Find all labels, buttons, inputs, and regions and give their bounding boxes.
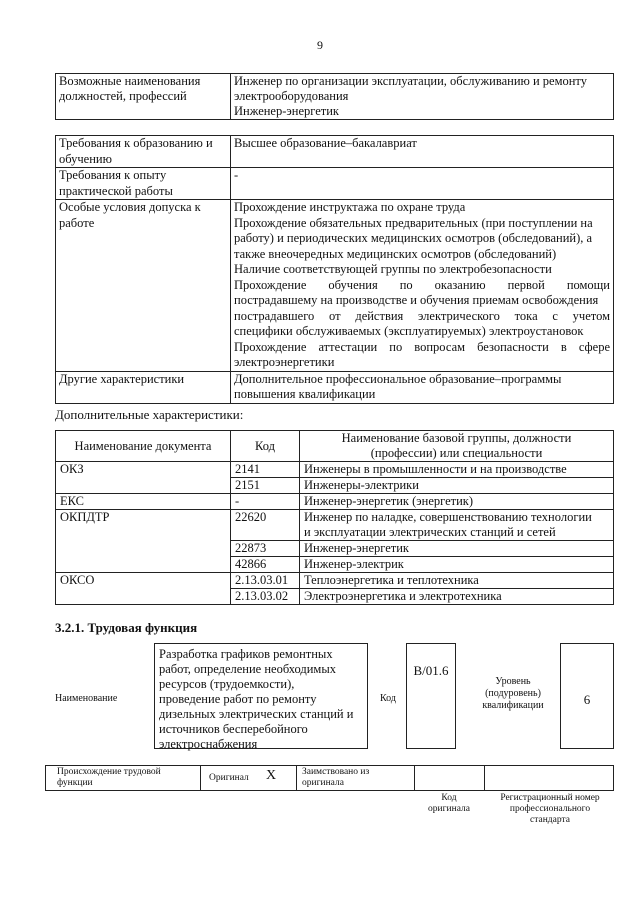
condition-line: также внеочередных медицинских осмотров (обследований): [234, 246, 557, 261]
code-cell: 2.13.03.01: [231, 573, 300, 589]
function-code-box: [406, 643, 456, 749]
name-label: Наименование: [55, 693, 118, 704]
code-cell: 2.13.03.02: [231, 589, 300, 605]
name-line: и эксплуатации электрических станций и сетей: [304, 525, 556, 539]
label-line: Особые условия допуска к: [59, 200, 201, 214]
other-line: повышения квалификации: [234, 387, 376, 401]
header-doc: Наименование документа: [56, 431, 231, 462]
education-row: [56, 136, 614, 168]
name-line: Инженер по наладке, совершенствованию технологии: [304, 510, 592, 524]
positions-values: [231, 74, 614, 120]
origin-divider: [296, 765, 297, 791]
label-line: Требования к опыту: [59, 168, 167, 182]
positions-row: [56, 74, 614, 120]
condition-line: Наличие соответствующей группы по электробезопасности: [234, 262, 552, 276]
position-value: электрооборудования: [234, 89, 349, 103]
header-name-line: (профессии) или специальности: [370, 446, 543, 460]
origin-label: [57, 767, 161, 789]
function-name-line: ресурсов (трудоемкости),: [159, 677, 295, 691]
label-line: Требования к образованию и: [59, 136, 213, 150]
experience-value: -: [231, 168, 614, 200]
page-number: 9: [317, 38, 323, 52]
condition-line: Прохождение аттестации по вопросам безопасности в сфере: [234, 339, 610, 354]
name-cell: Инженеры в промышленности и на производстве: [300, 462, 614, 478]
caption-line: стандарта: [530, 815, 570, 825]
function-code: B/01.6: [413, 663, 449, 678]
original-label: Оригинал: [209, 773, 249, 783]
level-box: [560, 643, 614, 749]
function-name-line: Разработка графиков ремонтных: [159, 647, 333, 661]
condition-line: работу) и периодических медицинских осмотров (обследований), а: [234, 231, 593, 245]
function-name-line: проведение работ по ремонту: [159, 692, 317, 706]
condition-line: электроэнергетики: [234, 355, 335, 369]
code-label: Код: [380, 693, 396, 704]
borrowed-label-line: Заимствовано из: [302, 767, 370, 777]
function-name-line: работ, определение необходимых: [159, 662, 336, 676]
level-label-line: квалификации: [482, 700, 544, 711]
other-line: Дополнительное профессиональное образование–программы: [234, 371, 562, 386]
function-name-line: источников бесперебойного: [159, 722, 308, 736]
doc-cell: ОКСО: [56, 573, 231, 605]
condition-line: пострадавшего от действия электрического тока с учетом: [234, 308, 610, 323]
header-name-line: Наименование базовой группы, должности: [341, 431, 572, 445]
code-original-caption: [414, 793, 484, 815]
caption-line: оригинала: [428, 804, 470, 814]
level-label: [470, 676, 556, 712]
function-name-box: [154, 643, 368, 749]
code-cell: 22873: [231, 541, 300, 557]
header-name: [300, 431, 614, 462]
caption-line: профессионального: [509, 804, 591, 814]
condition-line: пострадавшему на производстве и обучения приемам освобождения: [234, 293, 599, 307]
education-label: [56, 136, 231, 168]
special-conditions-label: [56, 200, 231, 372]
level-value: 6: [583, 692, 591, 707]
other-label: Другие характеристики: [56, 371, 231, 403]
borrowed-label-line: оригинала: [302, 778, 344, 788]
positions-table: [55, 73, 614, 120]
experience-label: [56, 168, 231, 200]
doc-cell: ОКПДТР: [56, 510, 231, 573]
requirements-table: [55, 135, 614, 404]
reg-number-caption: [486, 793, 614, 826]
table-row: [56, 510, 614, 541]
name-cell: Электроэнергетика и электротехника: [300, 589, 614, 605]
caption-line: Регистрационный номер: [500, 793, 600, 803]
origin-divider: [414, 765, 415, 791]
name-cell: [300, 510, 614, 541]
label-line: обучению: [59, 151, 112, 166]
name-cell: Теплоэнергетика и теплотехника: [300, 573, 614, 589]
condition-line: специфики обслуживаемых (эксплуатируемых) электроустановок: [234, 324, 584, 338]
header-code: Код: [231, 431, 300, 462]
code-cell: 22620: [231, 510, 300, 541]
code-cell: 2141: [231, 462, 300, 478]
experience-row: [56, 168, 614, 200]
origin-label-line: Происхождение трудовой: [57, 767, 161, 777]
name-cell: Инженер-энергетик: [300, 541, 614, 557]
original-mark: X: [266, 768, 277, 783]
other-value: [231, 371, 614, 403]
condition-line: Прохождение инструктажа по охране труда: [234, 200, 466, 214]
doc-cell: ЕКС: [56, 494, 231, 510]
other-characteristics-row: [56, 371, 614, 403]
condition-line: Прохождение обязательных предварительных (при поступлении на: [234, 215, 593, 230]
origin-divider: [200, 765, 201, 791]
positions-label-line: Возможные наименования: [59, 74, 201, 88]
level-label-line: Уровень: [495, 676, 531, 687]
table-row: [56, 573, 614, 589]
label-line: практической работы: [59, 183, 173, 198]
caption-line: Код: [441, 793, 457, 803]
code-cell: -: [231, 494, 300, 510]
origin-divider: [484, 765, 485, 791]
table-row: [56, 494, 614, 510]
table-row: [56, 462, 614, 478]
borrowed-label: [302, 767, 369, 789]
doc-cell: ОКЗ: [56, 462, 231, 494]
header-row: [56, 431, 614, 462]
labor-function-heading: 3.2.1. Трудовая функция: [55, 620, 198, 635]
positions-label-line: должностей, профессий: [59, 89, 187, 103]
education-value: Высшее образование–бакалавриат: [231, 136, 614, 168]
level-label-line: (подуровень): [485, 688, 541, 699]
code-cell: 42866: [231, 557, 300, 573]
function-name-line: дизельных электрических станций и: [159, 707, 354, 721]
positions-label: [56, 74, 231, 120]
function-name-line: электроснабжения: [159, 737, 258, 751]
position-value: Инженер-энергетик: [234, 104, 339, 118]
label-line: работе: [59, 215, 95, 230]
special-conditions-value: [231, 200, 614, 372]
name-cell: Инженер-электрик: [300, 557, 614, 573]
additional-title: Дополнительные характеристики:: [55, 407, 244, 422]
code-cell: 2151: [231, 478, 300, 494]
name-cell: Инженер-энергетик (энергетик): [300, 494, 614, 510]
additional-table: [55, 430, 614, 605]
position-value: Инженер по организации эксплуатации, обслуживанию и ремонту: [234, 74, 587, 88]
name-cell: Инженеры-электрики: [300, 478, 614, 494]
condition-line: Прохождение обучения по оказанию первой помощи: [234, 277, 610, 292]
special-conditions-row: [56, 200, 614, 372]
origin-label-line: функции: [57, 778, 93, 788]
